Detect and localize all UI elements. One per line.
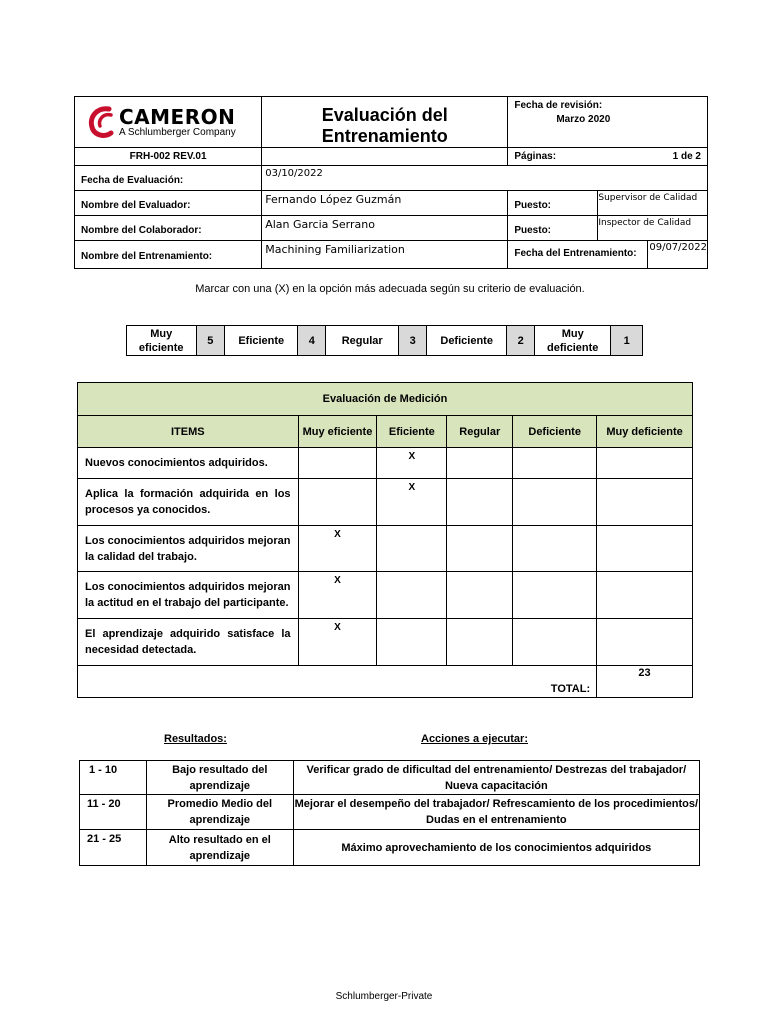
col-header-muy-deficiente: Muy deficiente — [597, 416, 693, 448]
scale-number: 3 — [399, 326, 427, 356]
logo-cell — [75, 97, 262, 148]
logo-subtitle: A Schlumberger Company — [119, 126, 236, 138]
mark-cell — [447, 479, 513, 526]
scale-table — [126, 325, 643, 356]
pages-cell — [508, 148, 708, 166]
action-cell: Verificar grado de dificultad del entrenamiento/ Destrezas del trabajador/ Nueva capacitación — [293, 761, 699, 795]
mark-cell — [377, 619, 447, 666]
scale-number: 1 — [611, 326, 643, 356]
puesto-colaborador-label: Puesto: — [508, 216, 598, 241]
scale-label: Regular — [326, 326, 399, 356]
mark-cell: X — [298, 619, 377, 666]
evaluador-label: Nombre del Evaluador: — [75, 191, 262, 216]
range-cell: 11 - 20 — [80, 795, 147, 830]
total-value: 23 — [597, 666, 693, 698]
action-cell: Mejorar el desempeño del trabajador/ Refrescamiento de los procedimientos/ Dudas en el entrenamiento — [293, 795, 699, 830]
table-row — [78, 526, 693, 572]
item-text: Nuevos conocimientos adquiridos. — [78, 448, 299, 479]
fecha-entrenamiento-value: 09/07/2022 — [649, 242, 707, 253]
scale-label: Eficiente — [225, 326, 298, 356]
mark-cell — [377, 526, 447, 572]
colaborador-label: Nombre del Colaborador: — [75, 216, 262, 241]
fecha-evaluacion-value: 03/10/2022 — [262, 166, 708, 191]
mark-cell: X — [377, 479, 447, 526]
results-heading: Resultados: — [164, 733, 227, 745]
table-row — [78, 479, 693, 526]
mark-cell — [447, 448, 513, 479]
table-row — [78, 572, 693, 619]
scale-number: 4 — [298, 326, 326, 356]
scale-label: Muy deficiente — [534, 326, 610, 356]
results-table — [79, 760, 700, 866]
footer-classification: Schlumberger-Private — [335, 991, 433, 1002]
mark-cell — [298, 479, 377, 526]
item-text: Los conocimientos adquiridos mejoran la calidad del trabajo. — [78, 526, 299, 572]
puesto-evaluador-label: Puesto: — [508, 191, 598, 216]
pages-value: 1 de 2 — [672, 151, 701, 162]
total-label: TOTAL: — [78, 666, 597, 698]
colaborador-value: Alan Garcia Serrano — [262, 216, 508, 241]
cameron-logo-icon — [87, 105, 117, 139]
evaluation-title: Evaluación de Medición — [78, 383, 693, 416]
scale-number: 2 — [507, 326, 535, 356]
table-row — [80, 830, 700, 866]
revision-cell — [508, 97, 708, 148]
entrenamiento-value: Machining Familiarization — [262, 241, 508, 269]
mark-cell: X — [377, 448, 447, 479]
mark-cell — [597, 572, 693, 619]
mark-cell — [298, 448, 377, 479]
total-row — [78, 666, 693, 698]
mark-cell — [513, 526, 597, 572]
item-text: Los conocimientos adquiridos mejoran la actitud en el trabajo del participante. — [78, 572, 299, 619]
puesto-evaluador-value: Supervisor de Calidad — [598, 191, 708, 216]
mark-cell — [513, 572, 597, 619]
evaluador-value: Fernando López Guzmán — [262, 191, 508, 216]
mark-cell — [447, 526, 513, 572]
revision-value: Marzo 2020 — [556, 114, 611, 125]
range-cell: 21 - 25 — [80, 830, 147, 866]
mark-cell — [377, 572, 447, 619]
table-row — [78, 619, 693, 666]
mark-cell — [513, 448, 597, 479]
result-cell: Promedio Medio del aprendizaje — [146, 795, 293, 830]
puesto-colaborador-value: Inspector de Calidad — [598, 216, 708, 241]
result-cell: Bajo resultado del aprendizaje — [146, 761, 293, 795]
item-text: Aplica la formación adquirida en los procesos ya conocidos. — [78, 479, 299, 526]
scale-label: Deficiente — [426, 326, 506, 356]
action-cell: Máximo aprovechamiento de los conocimientos adquiridos — [293, 830, 699, 866]
logo-name: CAMERON — [119, 104, 236, 129]
table-row — [80, 795, 700, 830]
table-row — [80, 761, 700, 795]
col-header-regular: Regular — [447, 416, 513, 448]
col-header-items: ITEMS — [78, 416, 299, 448]
result-cell: Alto resultado en el aprendizaje — [146, 830, 293, 866]
mark-cell — [513, 479, 597, 526]
col-header-muy-eficiente: Muy eficiente — [298, 416, 377, 448]
mark-cell: X — [298, 526, 377, 572]
document-title — [262, 97, 508, 148]
scale-label: Muy eficiente — [127, 326, 197, 356]
mark-cell — [597, 479, 693, 526]
col-header-deficiente: Deficiente — [513, 416, 597, 448]
fecha-entrenamiento-label: Fecha del Entrenamiento: — [508, 241, 648, 268]
actions-heading: Acciones a ejecutar: — [421, 733, 528, 745]
revision-label: Fecha de revisión: — [514, 100, 603, 111]
header-table — [74, 96, 708, 269]
evaluation-table — [77, 382, 693, 698]
mark-cell — [597, 619, 693, 666]
entrenamiento-label: Nombre del Entrenamiento: — [75, 241, 262, 269]
fecha-entrenamiento-cell — [508, 241, 708, 269]
table-row — [78, 448, 693, 479]
range-cell: 1 - 10 — [80, 761, 147, 795]
scale-number: 5 — [196, 326, 225, 356]
mark-cell — [597, 526, 693, 572]
mark-cell — [597, 448, 693, 479]
doc-code: FRH-002 REV.01 — [75, 148, 262, 166]
mark-cell — [513, 619, 597, 666]
fecha-evaluacion-label: Fecha de Evaluación: — [75, 166, 262, 191]
mark-cell: X — [298, 572, 377, 619]
mark-cell — [447, 619, 513, 666]
document-title-text: Evaluación del Entrenamiento — [321, 105, 448, 146]
instruction-text: Marcar con una (X) en la opción más adecuada según su criterio de evaluación. — [195, 283, 585, 295]
col-header-eficiente: Eficiente — [377, 416, 447, 448]
mark-cell — [447, 572, 513, 619]
pages-label: Páginas: — [514, 151, 557, 162]
item-text: El aprendizaje adquirido satisface la necesidad detectada. — [78, 619, 299, 666]
